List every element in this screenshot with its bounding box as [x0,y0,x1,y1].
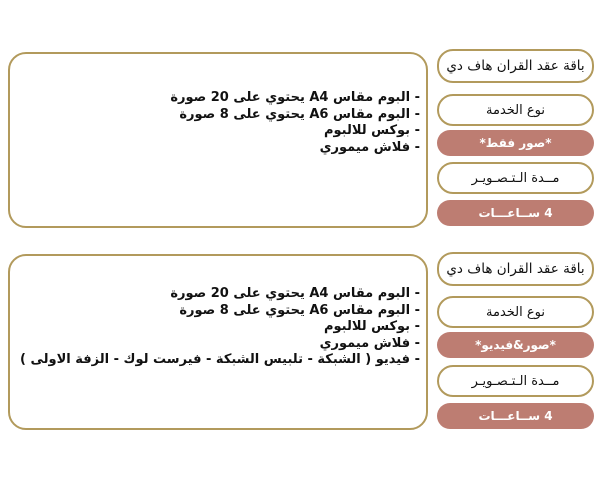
duration-label: مــدة الـتـصـويـر [437,162,594,194]
duration-label: مــدة الـتـصـويـر [437,365,594,397]
package-features-box [8,52,428,228]
package-title: باقة عقد القران هاف دي [437,49,594,83]
service-type-value: *صور&فيديو* [437,332,594,358]
duration-value: 4 ســاعـــات [437,403,594,429]
package-card-photos-only [0,48,600,230]
feature-item: - البوم مقاس A6 يحتوي على 8 صورة [179,302,420,318]
service-type-value: *صور فقط* [437,130,594,156]
feature-item: - البوم مقاس A4 يحتوي على 20 صورة [170,286,420,301]
feature-item: - البوم مقاس A4 يحتوي على 20 صورة [170,90,420,105]
package-card-photos-video [0,252,600,434]
features-list [170,90,420,156]
feature-item: - فيديو ( الشبكة - تلبيس الشبكة - فيرست لوك - الزفة الاولى ) [20,352,420,367]
feature-item: - البوم مقاس A6 يحتوي على 8 صورة [179,106,420,122]
feature-item: - بوكس للالبوم [323,123,420,138]
package-features-box [8,254,428,430]
feature-item: - فلاش ميموري [319,335,420,351]
features-list [20,286,420,369]
service-type-label: نوع الخدمة [437,296,594,328]
feature-item: - فلاش ميموري [319,139,420,155]
service-type-label: نوع الخدمة [437,94,594,126]
feature-item: - بوكس للالبوم [323,319,420,334]
duration-value: 4 ســاعـــات [437,200,594,226]
package-title: باقة عقد القران هاف دي [437,252,594,286]
